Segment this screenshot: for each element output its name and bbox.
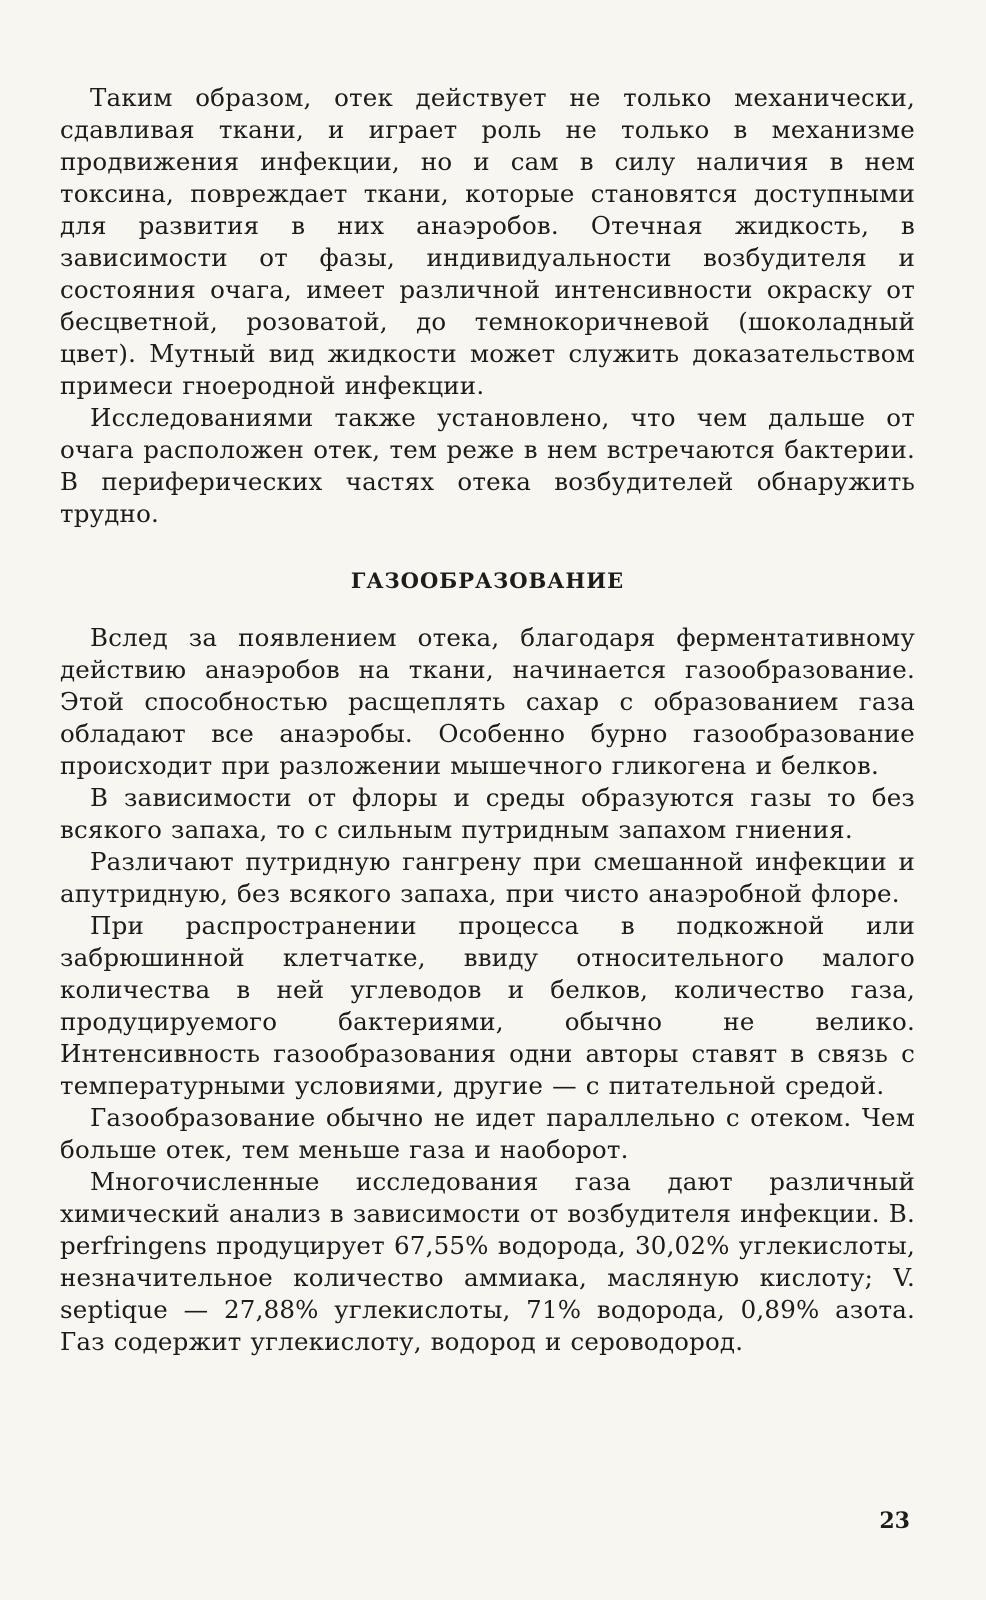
page-number: 23 (879, 1508, 910, 1534)
paragraph: Исследованиями также установлено, что чем дальше от очага расположен отек, тем реже в нем встречаются бактерии. В периферических частях отека возбудителей обнаружить трудно. (60, 403, 915, 528)
paragraph: Газообразование обычно не идет параллельно с отеком. Чем больше отек, тем меньше газа и наоборот. (60, 1103, 915, 1164)
paragraph: Многочисленные исследования газа дают различный химический анализ в зависимости от возбудителя инфекции. B. perfringens продуцирует 67,55% водорода, 30,02% углекислоты, незначительное количество аммиака, масляную кислоту; V. septique — 27,88% углекислоты, 71% водорода, 0,89% азота. Газ содержит углекислоту, водород и сероводород. (60, 1167, 915, 1356)
section-gas-formation-text (60, 622, 915, 1358)
paragraph: Вслед за появлением отека, благодаря ферментативному действию анаэробов на ткани, начинается газообразование. Этой способностью расщеплять сахар с образованием газа обладают все анаэробы. Особенно бурно газообразование происходит при разложении мышечного гликогена и белков. (60, 623, 915, 780)
paragraph: Различают путридную гангрену при смешанной инфекции и апутридную, без всякого запаха, при чисто анаэробной флоре. (60, 847, 915, 908)
paragraph: В зависимости от флоры и среды образуются газы то без всякого запаха, то с сильным путридным запахом гниения. (60, 783, 915, 844)
section-oedema-text (60, 82, 915, 530)
paragraph: При распространении процесса в подкожной или забрюшинной клетчатке, ввиду относительного малого количества в ней углеводов и белков, количество газа, продуцируемого бактериями, обычно не велико. Интенсивность газообразования одни авторы ставят в связь с температурными условиями, другие — с питательной средой. (60, 911, 915, 1100)
paragraph: Таким образом, отек действует не только механически, сдавливая ткани, и играет роль не только в механизме продвижения инфекции, но и сам в силу наличия в нем токсина, повреждает ткани, которые становятся доступными для развития в них анаэробов. Отечная жидкость, в зависимости от фазы, индивидуальности возбудителя и состояния очага, имеет различной интенсивности окраску от бесцветной, розоватой, до темнокоричневой (шоколадный цвет). Мутный вид жидкости может служить доказательством примеси гноеродной инфекции. (60, 83, 915, 400)
section-heading: ГАЗООБРАЗОВАНИЕ (350, 568, 625, 593)
